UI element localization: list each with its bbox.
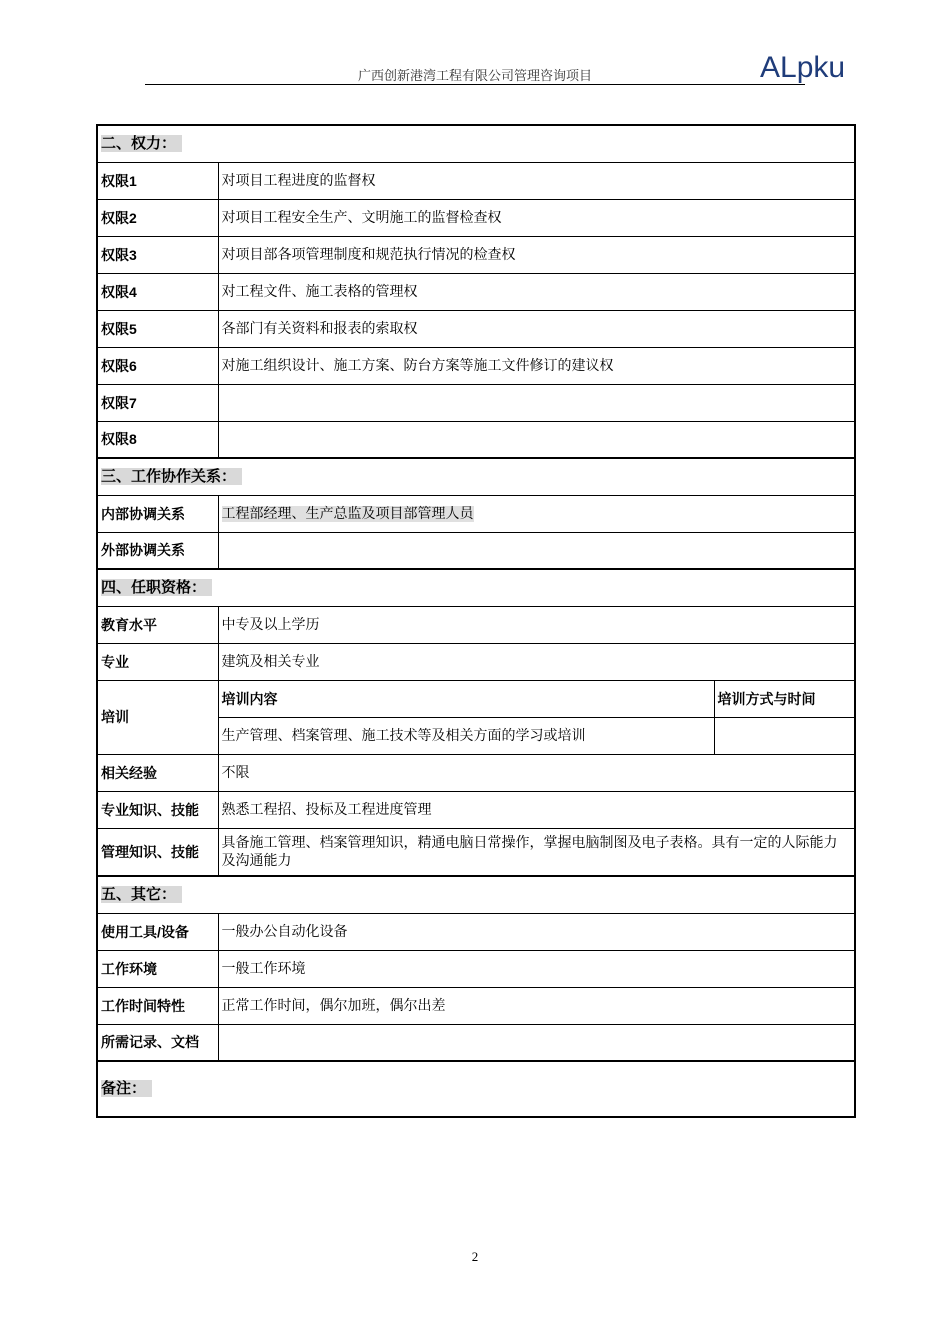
company-logo — [760, 50, 870, 84]
environment-row — [97, 950, 855, 987]
professional-skill-label: 专业知识、技能 — [97, 791, 218, 828]
logo-graphic — [760, 50, 872, 86]
work-time-row — [97, 987, 855, 1024]
work-time-value: 正常工作时间，偶尔加班，偶尔出差 — [218, 987, 855, 1024]
authority-row — [97, 347, 855, 384]
major-value: 建筑及相关专业 — [218, 643, 855, 680]
authority-value — [218, 421, 855, 458]
professional-skill-row — [97, 791, 855, 828]
internal-coordination-label: 内部协调关系 — [97, 495, 218, 532]
authority-label: 权限6 — [97, 347, 218, 384]
authority-row — [97, 273, 855, 310]
authority-value: 对施工组织设计、施工方案、防台方案等施工文件修订的建议权 — [218, 347, 855, 384]
section-cooperation — [97, 458, 855, 495]
authority-label: 权限8 — [97, 421, 218, 458]
education-label: 教育水平 — [97, 606, 218, 643]
management-skill-label: 管理知识、技能 — [97, 828, 218, 876]
section-title: 五、其它： — [101, 886, 182, 903]
header-title: 广西创新港湾工程有限公司管理咨询项目 — [357, 68, 592, 83]
work-time-label: 工作时间特性 — [97, 987, 218, 1024]
internal-coordination-row — [97, 495, 855, 532]
section-others — [97, 876, 855, 913]
records-value — [218, 1024, 855, 1061]
section-title: 二、权力： — [101, 135, 182, 152]
major-label: 专业 — [97, 643, 218, 680]
authority-row — [97, 310, 855, 347]
education-row — [97, 606, 855, 643]
tools-row — [97, 913, 855, 950]
training-content: 生产管理、档案管理、施工技术等及相关方面的学习或培训 — [218, 717, 714, 754]
education-value: 中专及以上学历 — [218, 606, 855, 643]
notes-row — [97, 1061, 855, 1117]
page-number: 2 — [471, 1249, 479, 1264]
section-authority — [97, 125, 855, 162]
experience-label: 相关经验 — [97, 754, 218, 791]
major-row — [97, 643, 855, 680]
job-description-table — [96, 124, 856, 1118]
experience-row — [97, 754, 855, 791]
page-header — [145, 60, 805, 85]
authority-row — [97, 384, 855, 421]
authority-label: 权限1 — [97, 162, 218, 199]
management-skill-value: 具备施工管理、档案管理知识，精通电脑日常操作，掌握电脑制图及电子表格。具有一定的人际能力及沟通能力 — [218, 828, 855, 876]
external-coordination-value — [218, 532, 855, 569]
authority-label: 权限7 — [97, 384, 218, 421]
experience-value: 不限 — [218, 754, 855, 791]
notes-label: 备注： — [101, 1080, 152, 1097]
authority-value: 对项目工程进度的监督权 — [218, 162, 855, 199]
authority-label: 权限3 — [97, 236, 218, 273]
authority-row — [97, 236, 855, 273]
authority-label: 权限4 — [97, 273, 218, 310]
section-qualification — [97, 569, 855, 606]
tools-label: 使用工具/设备 — [97, 913, 218, 950]
section-title: 三、工作协作关系： — [101, 468, 242, 485]
records-row — [97, 1024, 855, 1061]
authority-label: 权限5 — [97, 310, 218, 347]
records-label: 所需记录、文档 — [97, 1024, 218, 1061]
authority-label: 权限2 — [97, 199, 218, 236]
authority-value — [218, 384, 855, 421]
external-coordination-row — [97, 532, 855, 569]
authority-row — [97, 162, 855, 199]
training-header-row — [97, 680, 855, 717]
training-label: 培训 — [97, 680, 218, 754]
section-title: 四、任职资格： — [101, 579, 212, 596]
authority-value: 对项目工程安全生产、文明施工的监督检查权 — [218, 199, 855, 236]
professional-skill-value: 熟悉工程招、投标及工程进度管理 — [218, 791, 855, 828]
authority-value: 对工程文件、施工表格的管理权 — [218, 273, 855, 310]
logo-text: ALpku — [760, 51, 846, 84]
authority-row — [97, 421, 855, 458]
environment-value: 一般工作环境 — [218, 950, 855, 987]
authority-value: 对项目部各项管理制度和规范执行情况的检查权 — [218, 236, 855, 273]
internal-coordination-value: 工程部经理、生产总监及项目部管理人员 — [221, 505, 474, 522]
authority-value: 各部门有关资料和报表的索取权 — [218, 310, 855, 347]
authority-row — [97, 199, 855, 236]
training-content-header: 培训内容 — [218, 680, 714, 717]
training-method-header: 培训方式与时间 — [714, 680, 855, 717]
management-skill-row — [97, 828, 855, 876]
tools-value: 一般办公自动化设备 — [218, 913, 855, 950]
training-method — [714, 717, 855, 754]
external-coordination-label: 外部协调关系 — [97, 532, 218, 569]
environment-label: 工作环境 — [97, 950, 218, 987]
